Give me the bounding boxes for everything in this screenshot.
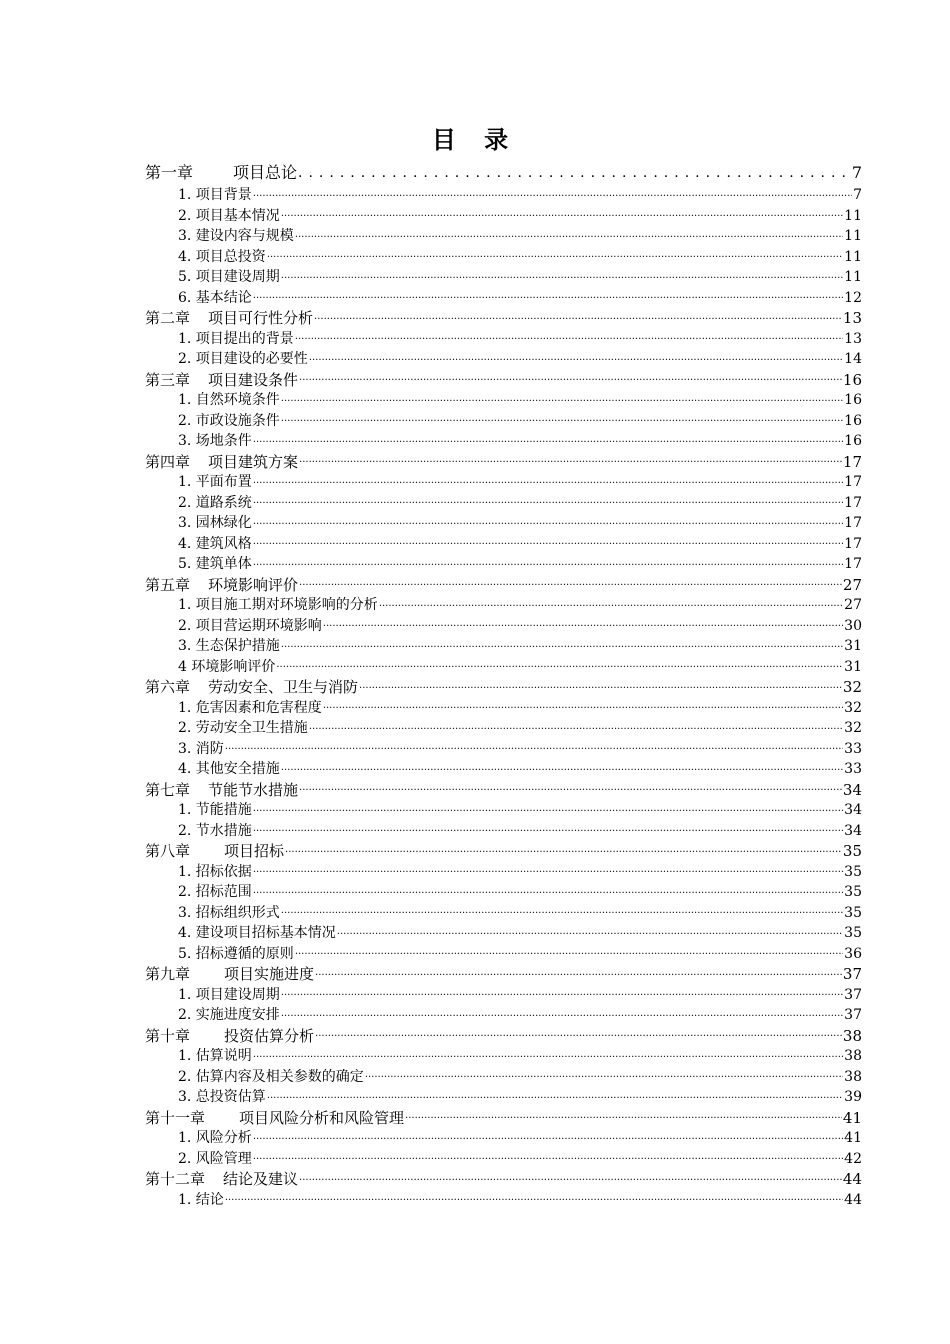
toc-page-number: 11 bbox=[844, 269, 862, 285]
toc-entry-text: 2. 实施进度安排 bbox=[178, 1007, 280, 1023]
toc-entry-label bbox=[178, 985, 280, 1006]
toc-section-row[interactable] bbox=[145, 1005, 862, 1026]
toc-page-number: 33 bbox=[844, 740, 862, 757]
toc-entry-text: 2. 项目建设的必要性 bbox=[178, 351, 308, 367]
toc-page-number: 41 bbox=[842, 1108, 862, 1127]
toc-entry-label bbox=[178, 882, 252, 903]
toc-section-row[interactable] bbox=[145, 411, 862, 432]
toc-entry-label bbox=[178, 390, 280, 411]
toc-entry-label bbox=[178, 1005, 280, 1026]
toc-entry-text: 5. 项目建设周期 bbox=[178, 269, 280, 285]
toc-chapter-row[interactable] bbox=[145, 677, 862, 698]
toc-entry-label bbox=[178, 329, 294, 350]
toc-entry-text: 2. 市政设施条件 bbox=[178, 412, 280, 429]
toc-entry-label bbox=[178, 821, 252, 842]
toc-entry-label bbox=[145, 308, 313, 329]
toc-section-row[interactable] bbox=[145, 390, 862, 411]
toc-entry-label bbox=[178, 1087, 266, 1108]
toc-section-row[interactable] bbox=[145, 944, 862, 965]
toc-chapter-number: 第一章 bbox=[145, 163, 194, 182]
toc-entry-label bbox=[145, 1108, 404, 1129]
toc-entry-label bbox=[178, 1046, 252, 1067]
toc-section-row[interactable] bbox=[145, 985, 862, 1006]
toc-chapter-row[interactable] bbox=[145, 964, 862, 985]
toc-dot-leader bbox=[299, 453, 842, 467]
toc-entry-text: 4. 建设项目招标基本情况 bbox=[178, 925, 336, 941]
toc-entry-text: 项目建筑方案 bbox=[208, 452, 299, 471]
toc-entry-text: 3. 建设内容与规模 bbox=[178, 228, 294, 244]
toc-entry-text: 5. 招标遵循的原则 bbox=[178, 945, 294, 962]
toc-section-row[interactable] bbox=[145, 595, 862, 616]
toc-section-row[interactable] bbox=[145, 1067, 862, 1088]
toc-dot-leader bbox=[253, 556, 843, 570]
toc-page-number: 32 bbox=[844, 699, 862, 716]
toc-section-row[interactable] bbox=[145, 513, 862, 534]
toc-entry-label bbox=[178, 472, 252, 493]
toc-chapter-number: 第八章 bbox=[145, 842, 191, 860]
toc-page-number: 37 bbox=[842, 965, 862, 983]
toc-entry-label bbox=[178, 1128, 252, 1149]
toc-dot-leader bbox=[253, 884, 843, 898]
toc-section-row[interactable] bbox=[145, 1046, 862, 1067]
toc-dot-leader bbox=[276, 658, 843, 672]
toc-entry-label bbox=[145, 452, 298, 473]
toc-section-row[interactable] bbox=[145, 718, 862, 739]
toc-dot-leader bbox=[253, 289, 843, 303]
toc-dot-leader bbox=[253, 1048, 843, 1062]
toc-chapter-row[interactable] bbox=[145, 452, 862, 473]
toc-entry-text: 项目建设条件 bbox=[208, 370, 299, 389]
toc-page-number: 33 bbox=[844, 761, 862, 777]
toc-entry-label bbox=[145, 161, 297, 185]
toc-chapter-row[interactable] bbox=[145, 1169, 862, 1190]
toc-entry-label bbox=[178, 349, 308, 370]
toc-entry-text: 项目风险分析和风险管理 bbox=[239, 1108, 405, 1127]
toc-page-number: 11 bbox=[844, 207, 862, 224]
toc-entry-text: 1. 项目背景 bbox=[178, 187, 252, 203]
toc-dot-leader bbox=[225, 1191, 843, 1205]
toc-entry-label bbox=[178, 185, 252, 206]
toc-page-number: 13 bbox=[842, 309, 862, 327]
toc-section-row[interactable] bbox=[145, 349, 862, 370]
toc-entry-text: 4. 建筑风格 bbox=[178, 535, 252, 552]
toc-entry-text: 2. 项目基本情况 bbox=[178, 207, 280, 224]
toc-chapter-row[interactable] bbox=[145, 575, 862, 596]
toc-dot-leader bbox=[285, 843, 842, 857]
toc-page-number: 42 bbox=[844, 1150, 862, 1167]
toc-section-row[interactable] bbox=[145, 1087, 862, 1108]
toc-entry-label bbox=[145, 677, 358, 698]
toc-dot-leader bbox=[299, 1171, 842, 1185]
toc-entry-text: 6. 基本结论 bbox=[178, 289, 252, 306]
toc-page-number: 17 bbox=[844, 556, 862, 572]
toc-entry-label bbox=[178, 800, 252, 821]
toc-chapter-number: 第四章 bbox=[145, 452, 191, 471]
toc-page-number: 38 bbox=[842, 1026, 862, 1045]
toc-dot-leader bbox=[267, 1089, 843, 1103]
toc-dot-leader bbox=[281, 412, 843, 426]
toc-dot-leader bbox=[379, 597, 843, 611]
toc-section-row[interactable] bbox=[145, 554, 862, 575]
toc-entry-text: 2. 劳动安全卫生措施 bbox=[178, 720, 308, 736]
toc-dot-leader bbox=[253, 863, 843, 877]
toc-entry-text: 1. 风险分析 bbox=[178, 1130, 252, 1146]
toc-section-row[interactable] bbox=[145, 1149, 862, 1170]
toc-entry-label bbox=[178, 411, 280, 432]
toc-dot-leader bbox=[253, 535, 843, 549]
toc-section-row[interactable] bbox=[145, 759, 862, 780]
toc-entry-label bbox=[178, 1067, 364, 1088]
toc-entry-label bbox=[178, 226, 294, 247]
toc-section-row[interactable] bbox=[145, 657, 862, 678]
toc-entry-label bbox=[178, 739, 224, 760]
toc-section-row[interactable] bbox=[145, 267, 862, 288]
toc-entry-text: 2. 项目营运期环境影响 bbox=[178, 617, 322, 634]
toc-section-row[interactable] bbox=[145, 226, 862, 247]
toc-chapter-number: 第二章 bbox=[145, 309, 191, 327]
toc-dot-leader bbox=[323, 699, 843, 713]
toc-dot-leader bbox=[359, 679, 842, 693]
toc-section-row[interactable] bbox=[145, 882, 862, 903]
toc-page-number: 35 bbox=[844, 884, 862, 900]
toc-section-row[interactable] bbox=[145, 247, 862, 268]
toc-entry-text: 1. 项目施工期对环境影响的分析 bbox=[178, 597, 378, 613]
toc-dot-leader bbox=[253, 494, 843, 508]
toc-chapter-row[interactable] bbox=[145, 1026, 862, 1047]
toc-chapter-number: 第六章 bbox=[145, 678, 191, 696]
toc-entry-text: 1. 估算说明 bbox=[178, 1048, 252, 1064]
toc-page-number: 12 bbox=[844, 289, 862, 306]
toc-page-number: 16 bbox=[842, 370, 862, 389]
toc-dot-leader bbox=[267, 248, 843, 262]
toc-entry-text: 5. 建筑单体 bbox=[178, 556, 252, 572]
page-title: 目 录 bbox=[431, 125, 519, 154]
toc-entry-label bbox=[178, 288, 252, 309]
toc-dot-leader bbox=[295, 945, 843, 959]
toc-page-number: 14 bbox=[844, 351, 862, 367]
toc-dot-leader bbox=[281, 1007, 843, 1021]
toc-entry-label bbox=[178, 698, 322, 719]
toc-dot-leader bbox=[295, 228, 843, 242]
table-of-contents bbox=[145, 161, 862, 1210]
toc-entry-text: 3. 消防 bbox=[178, 740, 224, 757]
toc-entry-label bbox=[178, 944, 294, 965]
toc-page-number: 27 bbox=[844, 597, 862, 613]
toc-page-number: 35 bbox=[842, 842, 862, 860]
toc-page-number: 37 bbox=[844, 986, 862, 1003]
toc-page-number: 35 bbox=[844, 863, 862, 880]
toc-section-row[interactable] bbox=[145, 288, 862, 309]
toc-chapter-row[interactable] bbox=[145, 308, 862, 329]
toc-entry-text: 2. 节水措施 bbox=[178, 822, 252, 839]
toc-dot-leader bbox=[253, 515, 843, 529]
toc-entry-text: 1. 自然环境条件 bbox=[178, 392, 280, 408]
toc-dot-leader bbox=[315, 966, 842, 980]
toc-page-number: 38 bbox=[844, 1068, 862, 1085]
toc-entry-label bbox=[178, 267, 280, 288]
toc-section-row[interactable] bbox=[145, 739, 862, 760]
toc-dot-leader bbox=[281, 269, 843, 283]
toc-entry-text: 项目实施进度 bbox=[224, 965, 315, 983]
toc-entry-text: 2. 估算内容及相关参数的确定 bbox=[178, 1068, 364, 1085]
toc-chapter-row[interactable] bbox=[145, 370, 862, 391]
toc-chapter-number: 第七章 bbox=[145, 780, 191, 799]
toc-chapter-number: 第九章 bbox=[145, 965, 191, 983]
toc-entry-text: 1. 结论 bbox=[178, 1191, 224, 1208]
toc-dot-leader bbox=[315, 1027, 842, 1041]
toc-dot-leader bbox=[281, 761, 843, 775]
toc-entry-text: 3. 场地条件 bbox=[178, 433, 252, 449]
toc-section-row[interactable] bbox=[145, 923, 862, 944]
toc-dot-leader bbox=[299, 371, 842, 385]
toc-dot-leader bbox=[253, 433, 843, 447]
toc-dot-leader bbox=[281, 986, 843, 1000]
toc-entry-label bbox=[178, 493, 252, 514]
toc-dot-leader bbox=[309, 720, 843, 734]
toc-section-row[interactable] bbox=[145, 903, 862, 924]
toc-page-number: 17 bbox=[844, 474, 862, 490]
toc-page-number: 7 bbox=[853, 187, 862, 203]
toc-entry-text: 3. 总投资估算 bbox=[178, 1089, 266, 1105]
toc-page-number: 32 bbox=[842, 678, 862, 696]
toc-section-row[interactable] bbox=[145, 329, 862, 350]
toc-entry-label bbox=[178, 431, 252, 452]
toc-page-number: 44 bbox=[844, 1191, 862, 1208]
toc-entry-text: 项目可行性分析 bbox=[208, 309, 314, 327]
toc-dot-leader bbox=[253, 187, 852, 201]
toc-dot-leader bbox=[253, 474, 843, 488]
toc-page-number: 16 bbox=[844, 412, 862, 429]
toc-dot-leader bbox=[405, 1109, 842, 1123]
toc-page-number: 11 bbox=[844, 228, 862, 244]
toc-chapter-row[interactable] bbox=[145, 161, 862, 185]
toc-entry-label bbox=[178, 759, 280, 780]
toc-entry-text: 结论及建议 bbox=[223, 1170, 299, 1188]
toc-page-number: 13 bbox=[844, 330, 862, 347]
toc-entry-label bbox=[178, 657, 275, 678]
toc-page-number: 34 bbox=[844, 802, 862, 818]
toc-section-row[interactable] bbox=[145, 472, 862, 493]
toc-entry-text: 项目总论 bbox=[233, 163, 298, 182]
toc-entry-text: 1. 项目提出的背景 bbox=[178, 330, 294, 347]
toc-entry-label bbox=[178, 923, 336, 944]
toc-entry-label bbox=[178, 513, 252, 534]
toc-chapter-number: 第十一章 bbox=[145, 1108, 206, 1127]
toc-page-number: 35 bbox=[844, 904, 862, 921]
toc-dot-leader bbox=[323, 617, 843, 631]
toc-chapter-row[interactable] bbox=[145, 841, 862, 862]
toc-page-number: 7 bbox=[851, 163, 862, 182]
toc-dot-leader bbox=[281, 638, 843, 652]
toc-entry-text: 1. 招标依据 bbox=[178, 863, 252, 880]
toc-entry-text: 1. 节能措施 bbox=[178, 802, 252, 818]
toc-entry-label bbox=[178, 1149, 252, 1170]
toc-section-row[interactable] bbox=[145, 821, 862, 842]
toc-page-number: 30 bbox=[844, 617, 862, 634]
toc-entry-label bbox=[178, 616, 322, 637]
toc-section-row[interactable] bbox=[145, 698, 862, 719]
toc-dot-leader bbox=[253, 1150, 843, 1164]
toc-entry-text: 3. 招标组织形式 bbox=[178, 904, 280, 921]
toc-section-row[interactable] bbox=[145, 1190, 862, 1211]
toc-entry-label bbox=[178, 636, 280, 657]
toc-entry-label bbox=[178, 1190, 224, 1211]
toc-entry-text: 劳动安全、卫生与消防 bbox=[208, 678, 359, 696]
toc-section-row[interactable] bbox=[145, 636, 862, 657]
toc-page-number: 31 bbox=[844, 638, 862, 654]
toc-entry-label bbox=[178, 534, 252, 555]
toc-entry-text: 2. 招标范围 bbox=[178, 884, 252, 900]
toc-entry-text: 4. 项目总投资 bbox=[178, 248, 266, 265]
toc-entry-text: 4 环境影响评价 bbox=[178, 658, 276, 675]
toc-section-row[interactable] bbox=[145, 206, 862, 227]
toc-dot-leader bbox=[299, 576, 842, 590]
toc-chapter-number: 第五章 bbox=[145, 575, 191, 594]
toc-entry-label bbox=[178, 247, 266, 268]
toc-entry-text: 1. 平面布置 bbox=[178, 474, 252, 490]
toc-dot-leader bbox=[314, 310, 842, 324]
toc-dot-leader bbox=[253, 1130, 843, 1144]
toc-entry-label bbox=[145, 780, 298, 801]
toc-entry-label bbox=[178, 206, 280, 227]
toc-page-number: 34 bbox=[844, 822, 862, 839]
toc-dot-leader bbox=[298, 166, 851, 180]
toc-chapter-number: 第十章 bbox=[145, 1026, 191, 1045]
toc-chapter-row[interactable] bbox=[145, 1108, 862, 1129]
toc-entry-label bbox=[178, 903, 280, 924]
toc-chapter-row[interactable] bbox=[145, 780, 862, 801]
toc-page-number: 17 bbox=[842, 452, 862, 471]
toc-dot-leader bbox=[253, 802, 843, 816]
toc-section-row[interactable] bbox=[145, 800, 862, 821]
toc-dot-leader bbox=[281, 904, 843, 918]
toc-page-number: 37 bbox=[844, 1007, 862, 1023]
toc-page-number: 17 bbox=[844, 494, 862, 511]
toc-entry-text: 环境影响评价 bbox=[208, 575, 299, 594]
toc-entry-label bbox=[178, 595, 378, 616]
toc-dot-leader bbox=[337, 925, 843, 939]
toc-chapter-number: 第十二章 bbox=[145, 1170, 206, 1188]
toc-entry-text: 3. 生态保护措施 bbox=[178, 638, 280, 654]
toc-entry-text: 1. 项目建设周期 bbox=[178, 986, 280, 1003]
toc-dot-leader bbox=[225, 740, 843, 754]
toc-dot-leader bbox=[281, 207, 843, 221]
toc-section-row[interactable] bbox=[145, 431, 862, 452]
toc-page-number: 39 bbox=[844, 1089, 862, 1105]
toc-entry-text: 3. 园林绿化 bbox=[178, 515, 252, 531]
toc-page-number: 16 bbox=[844, 392, 862, 408]
toc-chapter-number: 第三章 bbox=[145, 370, 191, 389]
toc-section-row[interactable] bbox=[145, 493, 862, 514]
toc-entry-label bbox=[145, 841, 284, 862]
toc-entry-label bbox=[178, 554, 252, 575]
toc-entry-text: 4. 其他安全措施 bbox=[178, 761, 280, 777]
toc-page-number: 34 bbox=[842, 780, 862, 799]
toc-page-number: 27 bbox=[842, 575, 862, 594]
toc-entry-text: 2. 道路系统 bbox=[178, 494, 252, 511]
toc-entry-label bbox=[145, 575, 298, 596]
toc-entry-label bbox=[145, 1169, 298, 1190]
toc-entry-label bbox=[145, 964, 314, 985]
toc-page-number: 35 bbox=[844, 925, 862, 941]
toc-dot-leader bbox=[365, 1068, 843, 1082]
toc-page-number: 17 bbox=[844, 515, 862, 531]
toc-page-number: 31 bbox=[844, 658, 862, 675]
toc-page-number: 16 bbox=[844, 433, 862, 449]
toc-entry-text: 节能节水措施 bbox=[208, 780, 299, 799]
toc-entry-text: 投资估算分析 bbox=[224, 1026, 315, 1045]
toc-dot-leader bbox=[281, 392, 843, 406]
toc-page-number: 11 bbox=[844, 248, 862, 265]
toc-dot-leader bbox=[253, 822, 843, 836]
toc-page-number: 41 bbox=[844, 1130, 862, 1146]
toc-entry-text: 2. 风险管理 bbox=[178, 1150, 252, 1167]
toc-entry-label bbox=[145, 370, 298, 391]
toc-section-row[interactable] bbox=[145, 534, 862, 555]
toc-dot-leader bbox=[309, 351, 843, 365]
toc-entry-text: 项目招标 bbox=[224, 842, 285, 860]
toc-section-row[interactable] bbox=[145, 616, 862, 637]
toc-dot-leader bbox=[295, 330, 843, 344]
toc-entry-text: 1. 危害因素和危害程度 bbox=[178, 699, 322, 716]
toc-section-row[interactable] bbox=[145, 1128, 862, 1149]
toc-entry-label bbox=[145, 1026, 314, 1047]
toc-section-row[interactable] bbox=[145, 185, 862, 206]
toc-page-number: 38 bbox=[844, 1048, 862, 1064]
toc-page-number: 44 bbox=[842, 1170, 862, 1188]
toc-page-number: 17 bbox=[844, 535, 862, 552]
toc-entry-label bbox=[178, 862, 252, 883]
toc-page-number: 36 bbox=[844, 945, 862, 962]
toc-dot-leader bbox=[299, 781, 842, 795]
toc-entry-label bbox=[178, 718, 308, 739]
toc-section-row[interactable] bbox=[145, 862, 862, 883]
toc-page-number: 32 bbox=[844, 720, 862, 736]
